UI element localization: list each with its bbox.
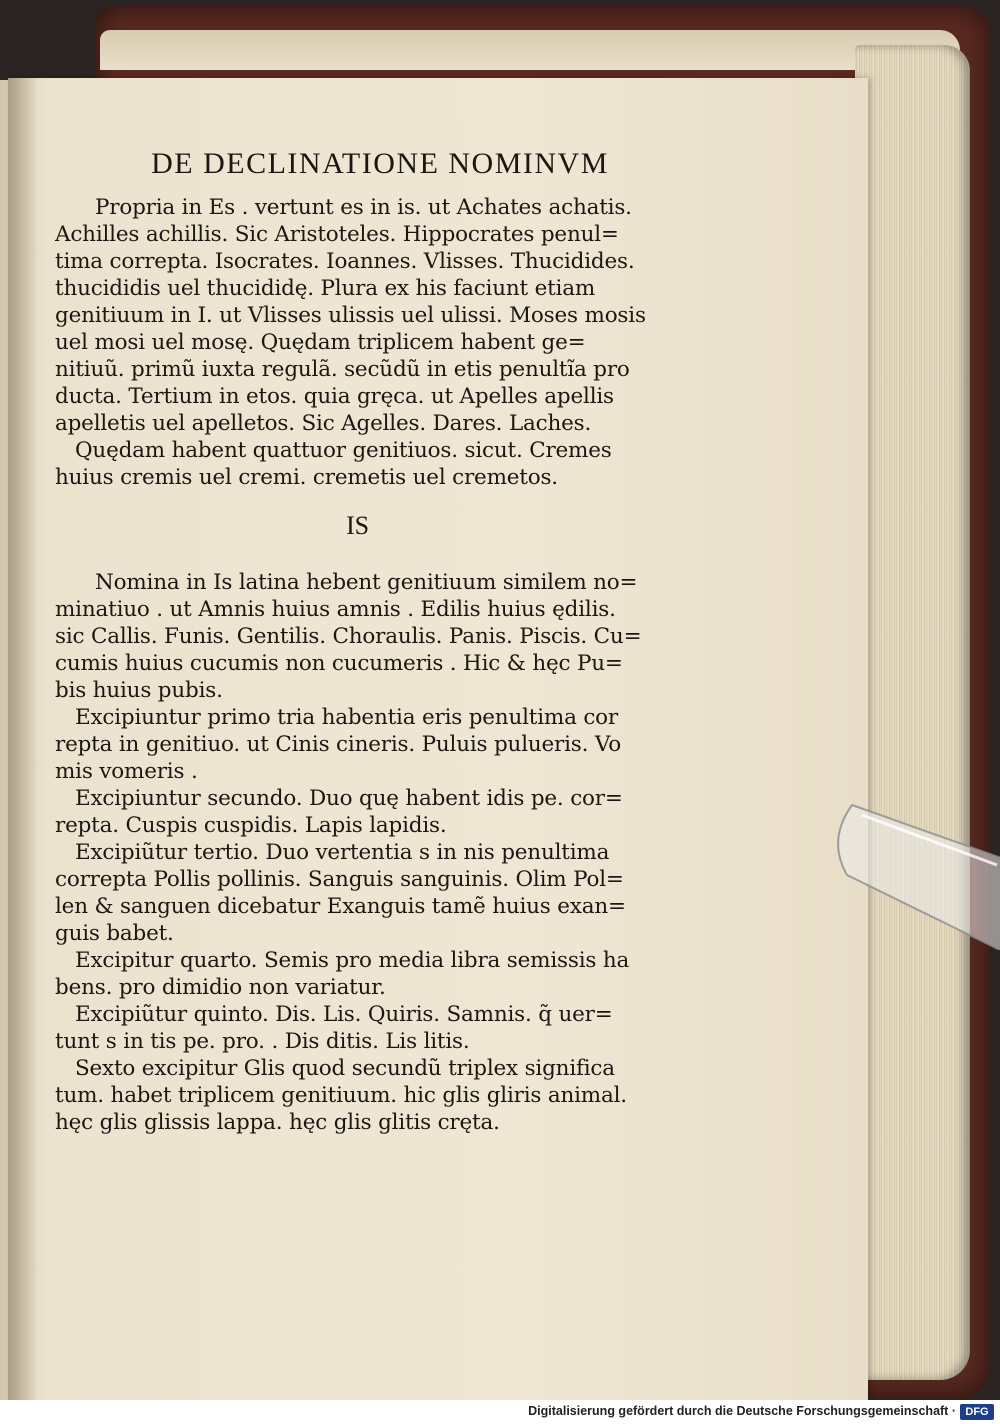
text-line: Excipiũtur quinto. Dis. Lis. Quiris. Samnis. q̃ uer= [75, 1002, 613, 1027]
page-gutter-shadow [8, 78, 38, 1400]
text-line: guis babet. [55, 921, 174, 946]
text-line: apelletis uel apelletos. Sic Agelles. Dares. Laches. [55, 411, 592, 436]
text-line: nitiuũ. primũ iuxta regulã. secũdũ in etis penultĩa pro [55, 357, 630, 382]
text-line: Quędam habent quattuor genitiuos. sicut. Cremes [75, 438, 612, 463]
page-holder-clip [822, 800, 1000, 950]
funding-credit: Digitalisierung gefördert durch die Deutsche Forschungsgemeinschaft · [528, 1404, 956, 1418]
text-line: ducta. Tertium in etos. quia gręca. ut Apelles apellis [55, 384, 614, 409]
section-heading: IS [346, 511, 369, 540]
text-line: len & sanguen dicebatur Exanguis tamẽ huius exan= [55, 894, 626, 919]
text-line: bis huius pubis. [55, 678, 223, 703]
text-line: Nomina in Is latina hebent genitiuum similem no= [95, 570, 638, 595]
text-line: cumis huius cucumis non cucumeris . Hic & hęc Pu= [55, 651, 623, 676]
text-line: tunt s in tis pe. pro. . Dis ditis. Lis litis. [55, 1029, 470, 1054]
text-line: Excipiuntur secundo. Duo quę habent idis pe. cor= [75, 786, 623, 811]
text-line: minatiuo . ut Amnis huius amnis . Edilis huius ędilis. [55, 597, 616, 622]
text-line: thucididis uel thucididę. Plura ex his faciunt etiam [55, 276, 596, 301]
text-line: Excipiũtur tertio. Duo vertentia s in nis penultima [75, 840, 610, 865]
text-line: uel mosi uel mosę. Quędam triplicem habent ge= [55, 330, 586, 355]
page-text [55, 147, 660, 1136]
paragraph-block-bottom [55, 569, 660, 1136]
text-line: repta in genitiuo. ut Cinis cineris. Puluis pulueris. Vo [55, 732, 621, 757]
text-line: tum. habet triplicem genitiuum. hic glis gliris animal. [55, 1083, 627, 1108]
footer-bar [0, 1400, 1000, 1424]
text-line: Excipitur quarto. Semis pro media libra semissis ha [75, 948, 630, 973]
page-top-edge [100, 30, 960, 70]
text-line: Sexto excipitur Glis quod secundũ triplex significa [75, 1056, 615, 1081]
dfg-logo: DFG [960, 1404, 994, 1420]
text-line: Propria in Es . vertunt es in is. ut Achates achatis. [95, 195, 632, 220]
text-line: correpta Pollis pollinis. Sanguis sanguinis. Olim Pol= [55, 867, 624, 892]
text-line: Achilles achillis. Sic Aristoteles. Hippocrates penul= [55, 222, 619, 247]
text-line: mis vomeris . [55, 759, 198, 784]
text-line: bens. pro dimidio non variatur. [55, 975, 386, 1000]
text-line: repta. Cuspis cuspidis. Lapis lapidis. [55, 813, 447, 838]
running-head: DE DECLINATIONE NOMINVM [151, 147, 609, 180]
paragraph-block-top [55, 194, 660, 491]
text-line: Excipiuntur primo tria habentia eris penultima cor [75, 705, 618, 730]
text-line: genitiuum in I. ut Vlisses ulissis uel ulissi. Moses mosis [55, 303, 646, 328]
text-line: huius cremis uel cremi. cremetis uel cremetos. [55, 465, 558, 490]
page-block-edge [855, 45, 970, 1380]
text-line: sic Callis. Funis. Gentilis. Choraulis. Panis. Piscis. Cu= [55, 624, 642, 649]
text-line: tima correpta. Isocrates. Ioannes. Vlisses. Thucidides. [55, 249, 635, 274]
text-line: hęc glis glissis lappa. hęc glis glitis cręta. [55, 1110, 500, 1135]
